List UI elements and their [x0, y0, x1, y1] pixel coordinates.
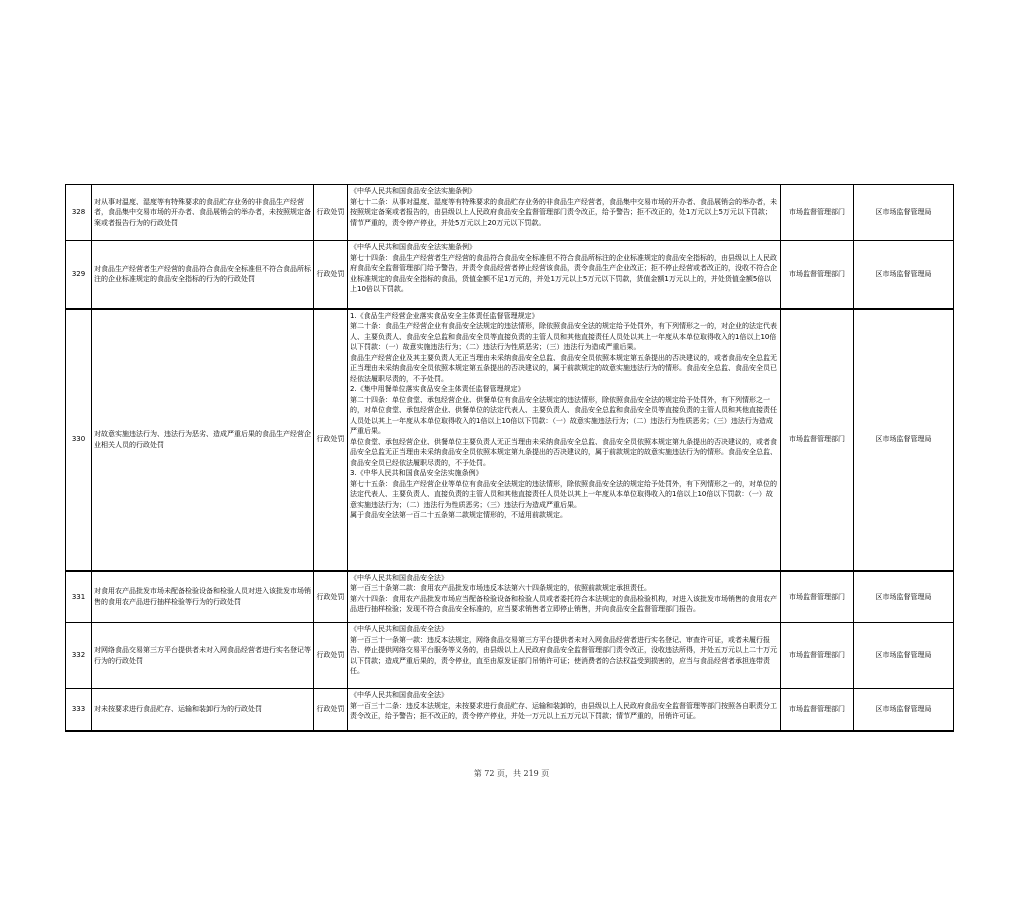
table-body: [66, 185, 954, 731]
item-type: 行政处罚: [314, 185, 348, 241]
legal-basis: [348, 571, 781, 623]
item-type: 行政处罚: [314, 689, 348, 731]
legal-basis-paragraph: 第七十四条：食品生产经营者生产经营的食品符合食品安全标准但不符合食品所标注的企业标准规定的食品安全指标的，由县级以上人民政府食品安全监督管理部门给予警告，并责令食品经营者停止经营该食品，责令食品生产企业改正；拒不停止经营或者改正的，没收不符合企业标准规定的食品安全指标的食品，货值金额不足1万元的，并处1万元以上5万元以下罚款，货值金额1万元以上的，并处货值金额5倍以上10倍以下罚款。: [350, 253, 777, 293]
item-number: 332: [66, 623, 92, 689]
executing-agency: 区市场监督管理局: [854, 689, 954, 731]
power-list-table: [65, 184, 954, 732]
legal-basis: [348, 241, 781, 309]
item-number: 330: [66, 309, 92, 571]
page-number: 第 72 页，共 219 页: [473, 769, 550, 778]
item-number: 329: [66, 241, 92, 309]
responsible-department: 市场监督管理部门: [781, 571, 854, 623]
legal-basis-paragraph: 《中华人民共和国食品安全法实施条例》: [350, 243, 476, 251]
responsible-department: 市场监督管理部门: [781, 185, 854, 241]
legal-basis-paragraph: 第七十二条：从事对温度、湿度等有特殊要求的食品贮存业务的非食品生产经营者，食品集中交易市场的开办者、食品展销会的举办者，未按照规定备案或者报告的，由县级以上人民政府食品安全监督管理部门责令改正，给予警告；拒不改正的，处1万元以上5万元以下罚款；情节严重的，责令停产停业，并处5万元以上20万元以下罚款。: [350, 197, 777, 227]
legal-basis-paragraph: 1.《食品生产经营企业落实食品安全主体责任监督管理规定》: [350, 311, 539, 320]
executing-agency: 区市场监督管理局: [854, 185, 954, 241]
legal-basis: [348, 623, 781, 689]
item-name: 对食品生产经营者生产经营的食品符合食品安全标准但不符合食品所标注的企业标准规定的食品安全指标的行为的行政处罚: [92, 241, 314, 309]
item-number: 333: [66, 689, 92, 731]
executing-agency: 区市场监督管理局: [854, 571, 954, 623]
item-name: 对食用农产品批发市场未配备检验设备和检验人员对进入该批发市场销售的食用农产品进行抽样检验等行为的行政处罚: [92, 571, 314, 623]
responsible-department: 市场监督管理部门: [781, 309, 854, 571]
legal-basis-paragraph: 第二十条：食品生产经营企业有食品安全法规定的违法情形，除依照食品安全法的规定给予处罚外，有下列情形之一的，对企业的法定代表人、主要负责人、食品安全总监和食品安全员等直接负责的主管人员和其他直接责任人员处以其上一年度从本单位取得收入的1倍以上10倍以下罚款：（一）故意实施违法行为；（二）违法行为性质恶劣；（三）违法行为造成严重后果。: [350, 322, 777, 351]
executing-agency: 区市场监督管理局: [854, 241, 954, 309]
legal-basis: [348, 309, 781, 571]
table-row: [66, 623, 954, 689]
responsible-department: 市场监督管理部门: [781, 623, 854, 689]
responsible-department: 市场监督管理部门: [781, 689, 854, 731]
legal-basis-paragraph: 第七十五条：食品生产经营企业等单位有食品安全法规定的违法情形，除依照食品安全法的规定给予处罚外，有下列情形之一的，对单位的法定代表人、主要负责人、直接负责的主管人员和其他直接责任人员处以其上一年度从本单位取得收入的1倍以上10倍以下罚款：（一）故意实施违法行为；（二）违法行为性质恶劣；（三）违法行为造成严重后果。: [350, 479, 777, 509]
legal-basis: [348, 185, 781, 241]
item-type: 行政处罚: [314, 571, 348, 623]
item-number: 331: [66, 571, 92, 623]
legal-basis-paragraph: 第一百三十条第二款：食用农产品批发市场违反本法第六十四条规定的，依照前款规定承担责任。: [350, 584, 651, 592]
item-type: 行政处罚: [314, 309, 348, 571]
legal-basis-paragraph: 第六十四条：食用农产品批发市场应当配备检验设备和检验人员或者委托符合本法规定的食品检验机构，对进入该批发市场销售的食用农产品进行抽样检验；发现不符合食品安全标准的，应当要求销售者立即停止销售，并向食品安全监督管理部门报告。: [350, 594, 777, 613]
table-row: [66, 185, 954, 241]
legal-basis-paragraph: 《中华人民共和国食品安全法》: [350, 691, 448, 699]
legal-basis-paragraph: 属于食品安全法第一百二十五条第二款规定情形的，不适用前款规定。: [350, 511, 567, 519]
item-type: 行政处罚: [314, 623, 348, 689]
responsible-department: 市场监督管理部门: [781, 241, 854, 309]
legal-basis-paragraph: 单位食堂、承包经营企业、供餐单位主要负责人无正当理由未采纳食品安全总监、食品安全员依照本规定第九条提出的否决建议的，或者食品安全总监无正当理由未采纳食品安全员依照本规定第九条提出的否决建议的，属于前款规定的故意实施违法行为的情形。食品安全总监、食品安全员已经依法履职尽责的，不予处罚。: [350, 437, 777, 467]
table-row: [66, 689, 954, 731]
executing-agency: 区市场监督管理局: [854, 623, 954, 689]
table-row: [66, 571, 954, 623]
legal-basis-paragraph: 第一百三十一条第一款：违反本法规定，网络食品交易第三方平台提供者未对入网食品经营者进行实名登记、审查许可证，或者未履行报告、停止提供网络交易平台服务等义务的，由县级以上人民政府食品安全监督管理部门责令改正，没收违法所得，并处五万元以上二十万元以下罚款；造成严重后果的，责令停业，直至由原发证部门吊销许可证；使消费者的合法权益受到损害的，应当与食品经营者承担连带责任。: [350, 635, 777, 675]
legal-basis-paragraph: 食品生产经营企业及其主要负责人无正当理由未采纳食品安全总监、食品安全员依照本规定第五条提出的否决建议的，或者食品安全总监无正当理由未采纳食品安全员依照本规定第五条提出的否决建议的，属于前款规定的故意实施违法行为的情形。食品安全总监、食品安全员已经依法履职尽责的，不予处罚。: [350, 353, 777, 383]
item-name: 对未按要求进行食品贮存、运输和装卸行为的行政处罚: [92, 689, 314, 731]
item-name: 对网络食品交易第三方平台提供者未对入网食品经营者进行实名登记等行为的行政处罚: [92, 623, 314, 689]
legal-basis-paragraph: 《中华人民共和国食品安全法》: [350, 573, 448, 582]
table-row: [66, 309, 954, 571]
legal-basis-paragraph: 《中华人民共和国食品安全法实施条例》: [350, 187, 476, 195]
executing-agency: 区市场监督管理局: [854, 309, 954, 571]
table-row: [66, 241, 954, 309]
item-number: 328: [66, 185, 92, 241]
item-name: 对从事对温度、湿度等有特殊要求的食品贮存业务的非食品生产经营者，食品集中交易市场的开办者、食品展销会的举办者，未按照规定备案或者报告行为的行政处罚: [92, 185, 314, 241]
legal-basis-paragraph: 《中华人民共和国食品安全法》: [350, 625, 448, 633]
item-name: 对故意实施违法行为、违法行为恶劣、造成严重后果的食品生产经营企业相关人员的行政处罚: [92, 309, 314, 571]
legal-basis-paragraph: 第一百三十二条：违反本法规定，未按要求进行食品贮存、运输和装卸的，由县级以上人民政府食品安全监督管理等部门按照各自职责分工责令改正，给予警告；拒不改正的，责令停产停业，并处一万元以上五万元以下罚款；情节严重的，吊销许可证。: [350, 701, 777, 720]
legal-basis-paragraph: 第二十四条：单位食堂、承包经营企业、供餐单位有食品安全法规定的违法情形，除依照食品安全法的规定给予处罚外，有下列情形之一的，对单位食堂、承包经营企业、供餐单位的法定代表人、主要负责人、食品安全总监和食品安全员等直接负责的主管人员和其他直接责任人员处以其上一年度从本单位取得收入的1倍以上10倍以下罚款：（一）故意实施违法行为；（二）违法行为性质恶劣；（三）违法行为造成严重后果。: [350, 395, 777, 435]
item-type: 行政处罚: [314, 241, 348, 309]
legal-basis: [348, 689, 781, 731]
legal-basis-paragraph: 3.《中华人民共和国食品安全法实施条例》: [350, 469, 483, 477]
legal-basis-paragraph: 2.《集中用餐单位落实食品安全主体责任监督管理规定》: [350, 385, 525, 393]
